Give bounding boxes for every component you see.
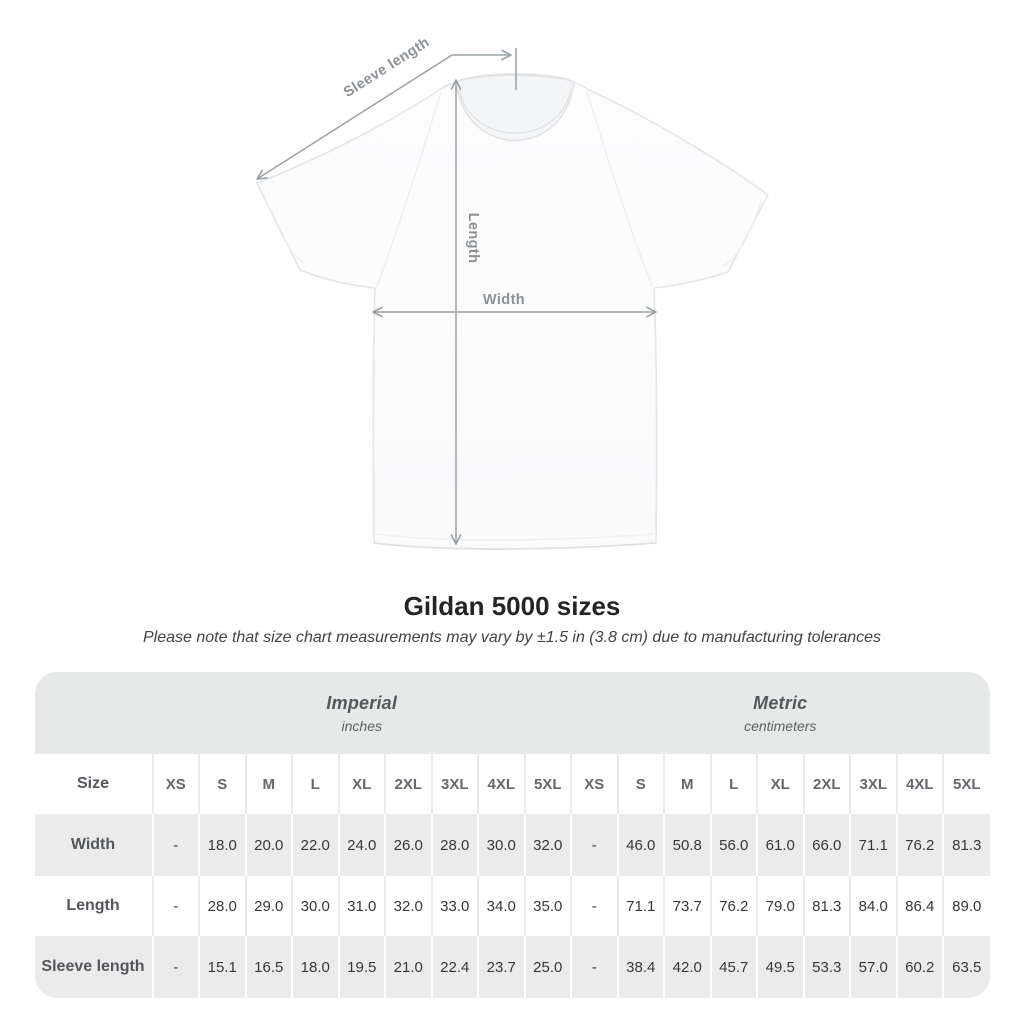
table-cell: 21.0 bbox=[385, 936, 432, 998]
column-header-imperial-3xl: 3XL bbox=[432, 754, 479, 814]
metric-group-header bbox=[571, 672, 990, 754]
column-header-imperial-xs: XS bbox=[153, 754, 200, 814]
table-cell: 79.0 bbox=[757, 876, 804, 936]
column-header-metric-3xl: 3XL bbox=[850, 754, 897, 814]
table-cell: 76.2 bbox=[897, 814, 944, 876]
table-cell: 57.0 bbox=[850, 936, 897, 998]
table-cell: 23.7 bbox=[478, 936, 525, 998]
column-header-imperial-2xl: 2XL bbox=[385, 754, 432, 814]
table-cell: 60.2 bbox=[897, 936, 944, 998]
table-cell: - bbox=[571, 876, 618, 936]
size-table bbox=[35, 672, 990, 998]
table-cell: 81.3 bbox=[804, 876, 851, 936]
table-cell: 49.5 bbox=[757, 936, 804, 998]
table-row-sleeve-length bbox=[35, 936, 990, 998]
table-cell: 71.1 bbox=[850, 814, 897, 876]
table-cell: 89.0 bbox=[943, 876, 990, 936]
imperial-group-header bbox=[153, 672, 572, 754]
table-cell: 81.3 bbox=[943, 814, 990, 876]
column-header-metric-5xl: 5XL bbox=[943, 754, 990, 814]
column-header-metric-2xl: 2XL bbox=[804, 754, 851, 814]
table-cell: 25.0 bbox=[525, 936, 572, 998]
column-header-metric-xl: XL bbox=[757, 754, 804, 814]
table-cell: 18.0 bbox=[292, 936, 339, 998]
table-cell: 18.0 bbox=[199, 814, 246, 876]
table-cell: - bbox=[153, 814, 200, 876]
column-header-metric-s: S bbox=[618, 754, 665, 814]
table-cell: 42.0 bbox=[664, 936, 711, 998]
table-cell: 28.0 bbox=[199, 876, 246, 936]
table-cell: 73.7 bbox=[664, 876, 711, 936]
page-title: Gildan 5000 sizes bbox=[403, 591, 621, 621]
table-cell: 46.0 bbox=[618, 814, 665, 876]
table-corner bbox=[35, 672, 153, 754]
table-row-length bbox=[35, 876, 990, 936]
length-label: Length bbox=[465, 212, 481, 264]
metric-label: Metric bbox=[753, 692, 808, 713]
table-cell: 29.0 bbox=[246, 876, 293, 936]
table-cell: 84.0 bbox=[850, 876, 897, 936]
table-cell: 71.1 bbox=[618, 876, 665, 936]
size-column-header: Size bbox=[35, 754, 153, 814]
imperial-unit-label: inches bbox=[341, 717, 382, 734]
table-cell: 50.8 bbox=[664, 814, 711, 876]
row-label: Sleeve length bbox=[41, 958, 145, 975]
table-cell: 24.0 bbox=[339, 814, 386, 876]
column-header-metric-m: M bbox=[664, 754, 711, 814]
row-label: Length bbox=[66, 897, 120, 914]
column-header-metric-xs: XS bbox=[571, 754, 618, 814]
table-cell: 32.0 bbox=[385, 876, 432, 936]
table-cell: 30.0 bbox=[292, 876, 339, 936]
table-cell: 20.0 bbox=[246, 814, 293, 876]
column-header-metric-l: L bbox=[711, 754, 758, 814]
table-cell: - bbox=[571, 814, 618, 876]
table-cell: - bbox=[571, 936, 618, 998]
metric-unit-label: centimeters bbox=[744, 717, 817, 734]
table-cell: 19.5 bbox=[339, 936, 386, 998]
table-cell: 28.0 bbox=[432, 814, 479, 876]
width-label: Width bbox=[482, 292, 526, 308]
table-cell: - bbox=[153, 936, 200, 998]
tolerance-note: Please note that size chart measurements may vary by ±1.5 in (3.8 cm) due to manufacturing tolerances bbox=[142, 629, 882, 646]
column-header-imperial-m: M bbox=[246, 754, 293, 814]
column-header-imperial-l: L bbox=[292, 754, 339, 814]
table-cell: 22.0 bbox=[292, 814, 339, 876]
table-cell: 26.0 bbox=[385, 814, 432, 876]
table-cell: 33.0 bbox=[432, 876, 479, 936]
column-header-imperial-5xl: 5XL bbox=[525, 754, 572, 814]
table-cell: 56.0 bbox=[711, 814, 758, 876]
column-header-imperial-4xl: 4XL bbox=[478, 754, 525, 814]
table-cell: 16.5 bbox=[246, 936, 293, 998]
unit-group-row bbox=[35, 672, 990, 754]
imperial-label: Imperial bbox=[326, 692, 398, 713]
table-cell: 66.0 bbox=[804, 814, 851, 876]
table-row-width bbox=[35, 814, 990, 876]
size-table-container bbox=[35, 672, 990, 998]
column-header-imperial-xl: XL bbox=[339, 754, 386, 814]
table-cell: 76.2 bbox=[711, 876, 758, 936]
table-cell: 86.4 bbox=[897, 876, 944, 936]
table-cell: 15.1 bbox=[199, 936, 246, 998]
table-cell: 63.5 bbox=[943, 936, 990, 998]
table-cell: 34.0 bbox=[478, 876, 525, 936]
table-cell: 30.0 bbox=[478, 814, 525, 876]
table-cell: 53.3 bbox=[804, 936, 851, 998]
table-cell: 38.4 bbox=[618, 936, 665, 998]
column-header-imperial-s: S bbox=[199, 754, 246, 814]
column-header-metric-4xl: 4XL bbox=[897, 754, 944, 814]
row-label: Width bbox=[70, 836, 116, 853]
sleeve-length-label: Sleeve length bbox=[340, 34, 433, 101]
size-header-row bbox=[35, 754, 990, 814]
table-cell: 61.0 bbox=[757, 814, 804, 876]
table-cell: 32.0 bbox=[525, 814, 572, 876]
table-cell: 22.4 bbox=[432, 936, 479, 998]
table-cell: 31.0 bbox=[339, 876, 386, 936]
table-cell: 35.0 bbox=[525, 876, 572, 936]
table-cell: 45.7 bbox=[711, 936, 758, 998]
table-cell: - bbox=[153, 876, 200, 936]
